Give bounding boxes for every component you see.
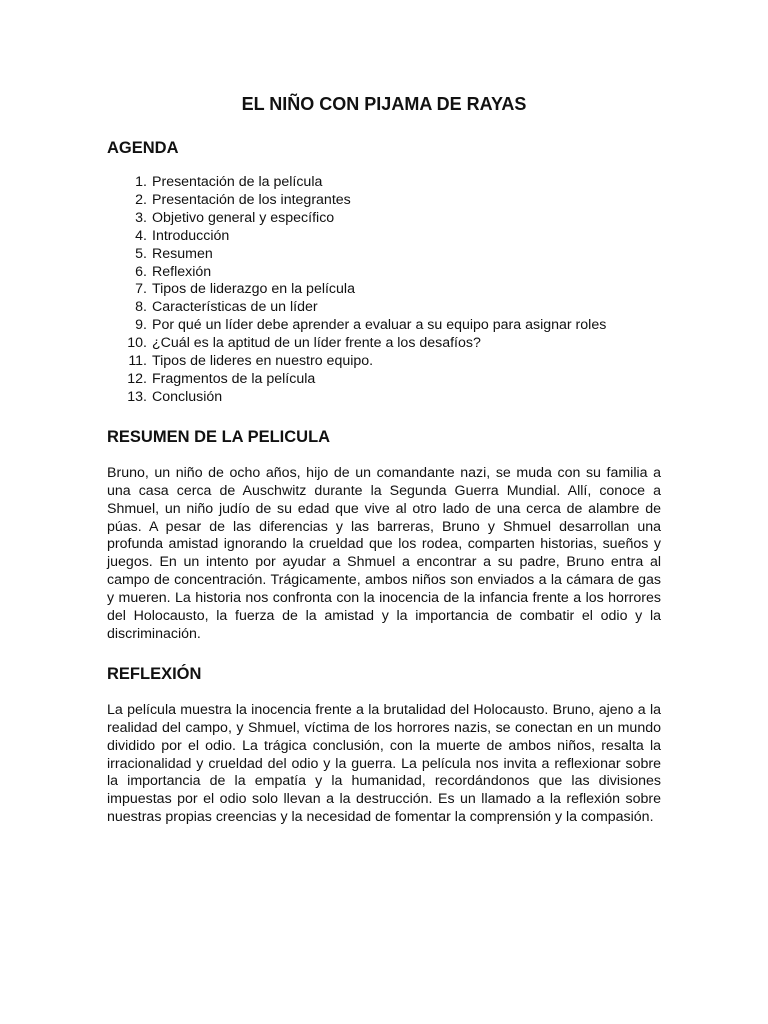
reflexion-heading: REFLEXIÓN — [107, 664, 202, 683]
agenda-item-number: 2. — [135, 191, 147, 208]
agenda-item-number: 4. — [135, 227, 147, 244]
agenda-item — [107, 192, 661, 210]
agenda-item — [107, 210, 661, 228]
agenda-item — [107, 299, 661, 317]
agenda-item-number: 7. — [135, 281, 147, 298]
agenda-item-number: 12. — [127, 370, 147, 387]
agenda-item — [107, 335, 661, 353]
agenda-item-number: 13. — [127, 388, 147, 405]
agenda-item-text: Características de un líder — [152, 299, 318, 316]
agenda-item-text: Reflexión — [152, 263, 212, 280]
agenda-item-text: Fragmentos de la película — [152, 370, 316, 387]
agenda-item-number: 8. — [135, 299, 147, 316]
agenda-item-text: Introducción — [152, 227, 230, 244]
agenda-list — [107, 174, 661, 407]
agenda-item-text: Por qué un líder debe aprender a evaluar a su equipo para asignar roles — [152, 317, 607, 334]
agenda-item — [107, 281, 661, 299]
agenda-item — [107, 353, 661, 371]
agenda-item — [107, 246, 661, 264]
agenda-item-number: 1. — [135, 174, 147, 190]
agenda-item-number: 5. — [135, 245, 147, 262]
agenda-item-text: Presentación de los integrantes — [152, 191, 351, 208]
agenda-item-number: 11. — [128, 353, 147, 370]
agenda-item-text: Tipos de lideres en nuestro equipo. — [152, 353, 374, 370]
agenda-item — [107, 371, 661, 389]
agenda-item — [107, 264, 661, 282]
agenda-heading: AGENDA — [107, 139, 179, 157]
agenda-item — [107, 389, 661, 407]
agenda-item-text: Presentación de la película — [152, 174, 323, 190]
agenda-item-text: ¿Cuál es la aptitud de un líder frente a los desafíos? — [152, 335, 481, 352]
agenda-item — [107, 228, 661, 246]
agenda-item-number: 3. — [135, 209, 147, 226]
agenda-item-number: 6. — [135, 263, 147, 280]
agenda-item-text: Conclusión — [152, 388, 223, 405]
agenda-item-text: Resumen — [152, 245, 213, 262]
agenda-item-text: Tipos de liderazgo en la película — [152, 281, 355, 298]
agenda-item — [107, 174, 661, 192]
agenda-item-text: Objetivo general y específico — [152, 209, 335, 226]
agenda-item-number: 10. — [127, 335, 147, 352]
agenda-item — [107, 317, 661, 335]
reflexion-paragraph: La película muestra la inocencia frente a la brutalidad del Holocausto. Bruno, ajeno a la realidad del campo, y Shmuel, víctima de los horrores nazis, se conectan en un mundo dividido por el odio. La trágica conclusión, con la muerte de ambos niños, resalta la irracionalidad y crueldad del odio y la guerra. La película nos invita a reflexionar sobre la importancia de la empatía y la humanidad, recordándonos que las divisiones impuestas por el odio solo llevan a la destrucción. Es un llamado a la reflexión sobre nuestras propias creencias y la necesidad de fomentar la comprensión y la compasión. — [107, 701, 661, 826]
document-title: EL NIÑO CON PIJAMA DE RAYAS — [241, 94, 527, 114]
resumen-paragraph: Bruno, un niño de ocho años, hijo de un comandante nazi, se muda con su familia a una casa cerca de Auschwitz durante la Segunda Guerra Mundial. Allí, conoce a Shmuel, un niño judío de su edad que vive al otro lado de una cerca de alambre de púas. A pesar de las diferencias y las barreras, Bruno y Shmuel desarrollan una profunda amistad ignorando la crueldad que los rodea, comparten historias, sueños y juegos. En un intento por ayudar a Shmuel a encontrar a su padre, Bruno entra al campo de concentración. Trágicamente, ambos niños son enviados a la cámara de gas y mueren. La historia nos confronta con la inocencia de la infancia frente a los horrores del Holocausto, la fuerza de la amistad y la importancia de combatir el odio y la discriminación. — [107, 464, 661, 642]
resumen-heading: RESUMEN DE LA PELICULA — [107, 427, 331, 446]
agenda-item-number: 9. — [135, 317, 147, 334]
